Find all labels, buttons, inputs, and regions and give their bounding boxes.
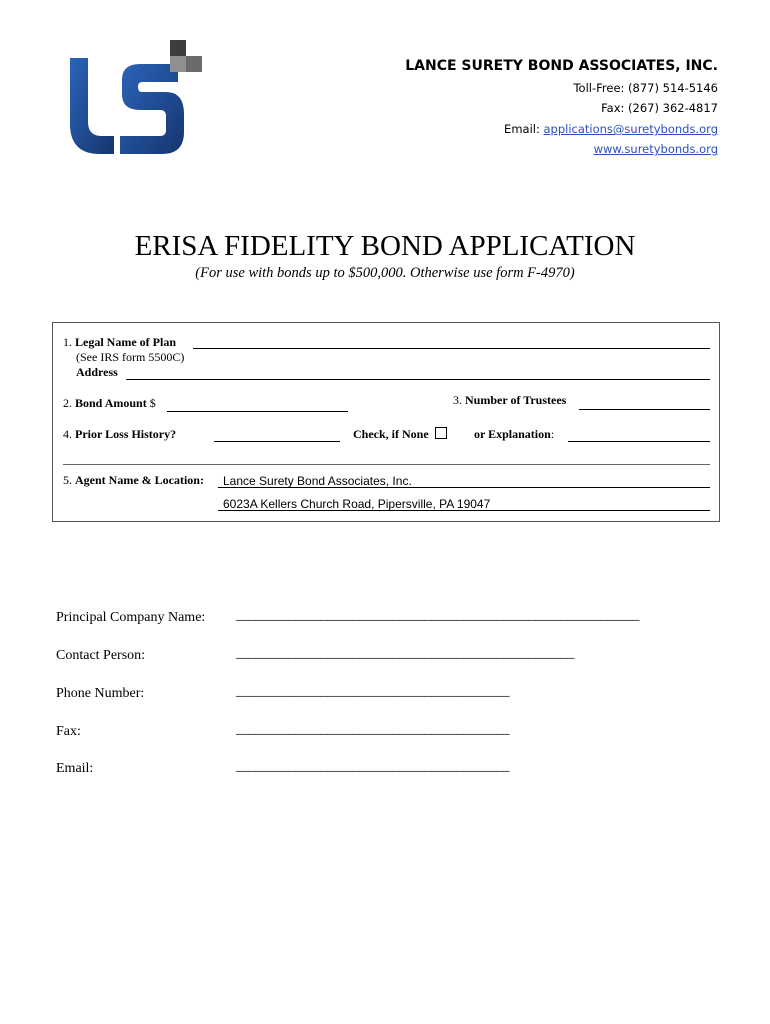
page-title: ERISA FIDELITY BOND APPLICATION	[134, 230, 636, 262]
fax-number: Fax: (267) 362-4817	[601, 101, 718, 115]
q3-text: Number of Trustees	[465, 393, 567, 407]
fax-field[interactable]: __________________________________________	[236, 722, 509, 737]
email-line	[504, 119, 718, 139]
q1-note: (See IRS form 5500C)	[76, 350, 185, 364]
principal-company-field[interactable]: ______________________________________________________________	[236, 608, 639, 623]
q5-number: 5.	[63, 473, 72, 487]
q4-text: Prior Loss History?	[75, 427, 177, 441]
website-link[interactable]: www.suretybonds.org	[593, 142, 718, 156]
q2-text: Bond Amount	[75, 396, 147, 410]
plan-name-field[interactable]	[193, 348, 710, 349]
q4-number: 4.	[63, 427, 72, 441]
q5-label	[63, 473, 204, 488]
agent-address-value: 6023A Kellers Church Road, Pipersville, PA 19047	[223, 497, 491, 511]
email-link[interactable]: applications@suretybonds.org	[543, 122, 718, 136]
q1-label	[63, 335, 176, 350]
page-subtitle: (For use with bonds up to $500,000. Otherwise use form F-4970)	[195, 265, 575, 281]
agent-name-line	[218, 487, 710, 488]
agent-name-value: Lance Surety Bond Associates, Inc.	[223, 474, 412, 488]
company-name: LANCE SURETY BOND ASSOCIATES, INC.	[405, 58, 718, 74]
q1-text: Legal Name of Plan	[75, 335, 176, 349]
application-form-box	[52, 322, 720, 522]
trustees-field[interactable]	[579, 409, 710, 410]
check-none-text: Check, if None	[353, 427, 429, 441]
form-divider	[63, 464, 710, 465]
check-none-label	[353, 427, 447, 442]
prior-loss-field[interactable]	[214, 441, 340, 442]
q3-number: 3.	[453, 393, 462, 407]
agent-address-line	[218, 510, 710, 511]
q2-currency: $	[149, 396, 156, 410]
q2-number: 2.	[63, 396, 72, 410]
q4-label	[63, 427, 176, 442]
email-field[interactable]: __________________________________________	[236, 759, 509, 774]
explanation-field[interactable]	[568, 441, 710, 442]
explanation-label	[474, 427, 554, 442]
toll-free-number: Toll-Free: (877) 514-5146	[573, 81, 718, 95]
contact-person-label: Contact Person:	[56, 648, 146, 663]
address-label: Address	[76, 365, 118, 379]
email-label: Email:	[504, 122, 544, 136]
contact-person-field[interactable]: ____________________________________________________	[236, 646, 574, 661]
explanation-colon: :	[550, 427, 555, 441]
q1-number: 1.	[63, 335, 72, 349]
q2-label	[63, 396, 156, 411]
website-line	[594, 139, 718, 159]
q3-label	[453, 393, 566, 408]
company-logo	[66, 40, 206, 160]
explanation-text: or Explanation	[474, 427, 551, 441]
phone-number-field[interactable]: __________________________________________	[236, 684, 509, 699]
email-field-label: Email:	[56, 761, 94, 776]
phone-number-label: Phone Number:	[56, 686, 145, 701]
principal-company-label: Principal Company Name:	[56, 610, 206, 625]
none-checkbox[interactable]	[435, 427, 447, 439]
bond-amount-field[interactable]	[167, 411, 348, 412]
address-field[interactable]	[126, 379, 710, 380]
q5-text: Agent Name & Location:	[75, 473, 204, 487]
fax-label: Fax:	[56, 724, 81, 739]
